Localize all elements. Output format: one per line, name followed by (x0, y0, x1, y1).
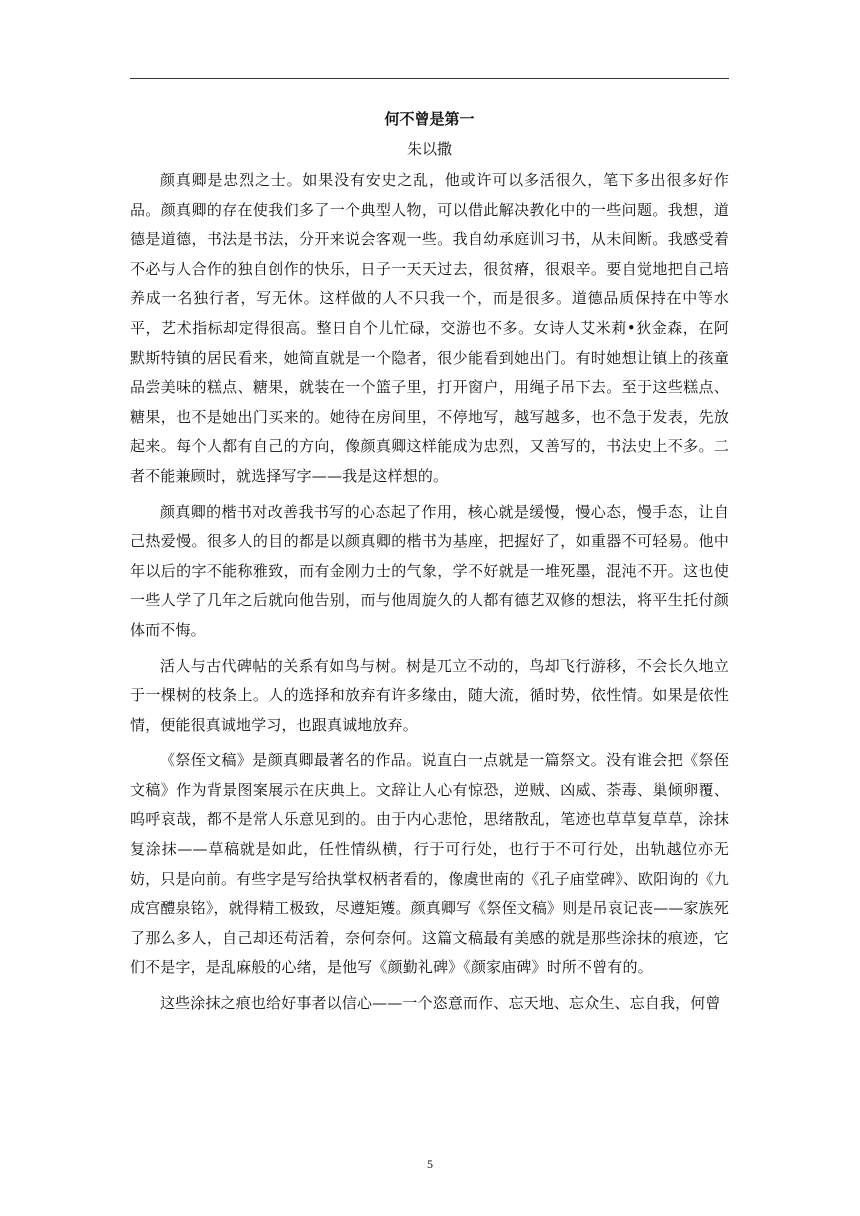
paragraph: 颜真卿是忠烈之士。如果没有安史之乱，他或许可以多活很久，笔下多出很多好作品。颜真卿的存在使我们多了一个典型人物，可以借此解决教化中的一些问题。我想，道德是道德，书法是书法，分开来说会客观一些。我自幼承庭训习书，从未间断。我感受着不必与人合作的独自创作的快乐，日子一天天过去，很贫瘠，很艰辛。要自觉地把自己培养成一名独行者，写无休。这样做的人不只我一个，而是很多。道德品质保持在中等水平，艺术指标却定得很高。整日自个儿忙碌，交游也不多。女诗人艾米莉•狄金森，在阿默斯特镇的居民看来，她简直就是一个隐者，很少能看到她出门。有时她想让镇上的孩童品尝美味的糕点、糖果，就装在一个篮子里，打开窗户，用绳子吊下去。至于这些糕点、糖果，也不是她出门买来的。她待在房间里，不停地写，越写越多，也不急于发表，先放起来。每个人都有自己的方向，像颜真卿这样能成为忠烈，又善写的，书法史上不多。二者不能兼顾时，就选择写字——我是这样想的。 (130, 171, 729, 485)
paragraph: 颜真卿的楷书对改善我书写的心态起了作用，核心就是缓慢，慢心态，慢手态，让自己热爱慢。很多人的目的都是以颜真卿的楷书为基座，把握好了，如重器不可轻易。他中年以后的字不能称雅致，而有金刚力士的气象，学不好就是一堆死墨，混沌不开。这也使一些人学了几年之后就向他告别，而与他周旋久的人都有德艺双修的想法，将平生托付颜体而不悔。 (130, 502, 729, 639)
header-rule (130, 78, 729, 79)
paragraph: 这些涂抹之痕也给好事者以信心——一个恣意而作、忘天地、忘众生、忘自我，何曾 (160, 994, 721, 1013)
paragraph: 《祭侄文稿》是颜真卿最著名的作品。说直白一点就是一篇祭文。没有谁会把《祭侄文稿》作为背景图案展示在庆典上。文辞让人心有惊恐，逆贼、凶威、荼毒、巢倾卵覆、呜呼哀哉，都不是常人乐意见到的。由于内心悲怆，思绪散乱，笔迹也草草复草草，涂抹复涂抹——草稿就是如此，任性情纵横，行于可行处，也行于不可行处，出轨越位亦无妨，只是向前。有些字是写给执掌权柄者看的，像虞世南的《孔子庙堂碑》、欧阳询的《九成宫醴泉铭》，就得精工极致，尽遵矩矱。颜真卿写《祭侄文稿》则是吊哀记丧——家族死了那么多人，自己却还苟活着，奈何奈何。这篇文稿最有美感的就是那些涂抹的痕迹，它们不是字，是乱麻般的心绪，是他写《颜勤礼碑》《颜家庙碑》时所不曾有的。 (130, 751, 729, 977)
article-author: 朱以撒 (406, 140, 452, 158)
article-body (130, 104, 729, 1025)
article-title: 何不曾是第一 (384, 110, 475, 128)
page-number: 5 (427, 1157, 433, 1171)
paragraph: 活人与古代碑帖的关系有如鸟与树。树是兀立不动的，鸟却飞行游移，不会长久地立于一棵树的枝条上。人的选择和放弃有许多缘由，随大流，循时势，依性情。如果是依性情，便能很真诚地学习，也跟真诚地放弃。 (130, 656, 729, 734)
